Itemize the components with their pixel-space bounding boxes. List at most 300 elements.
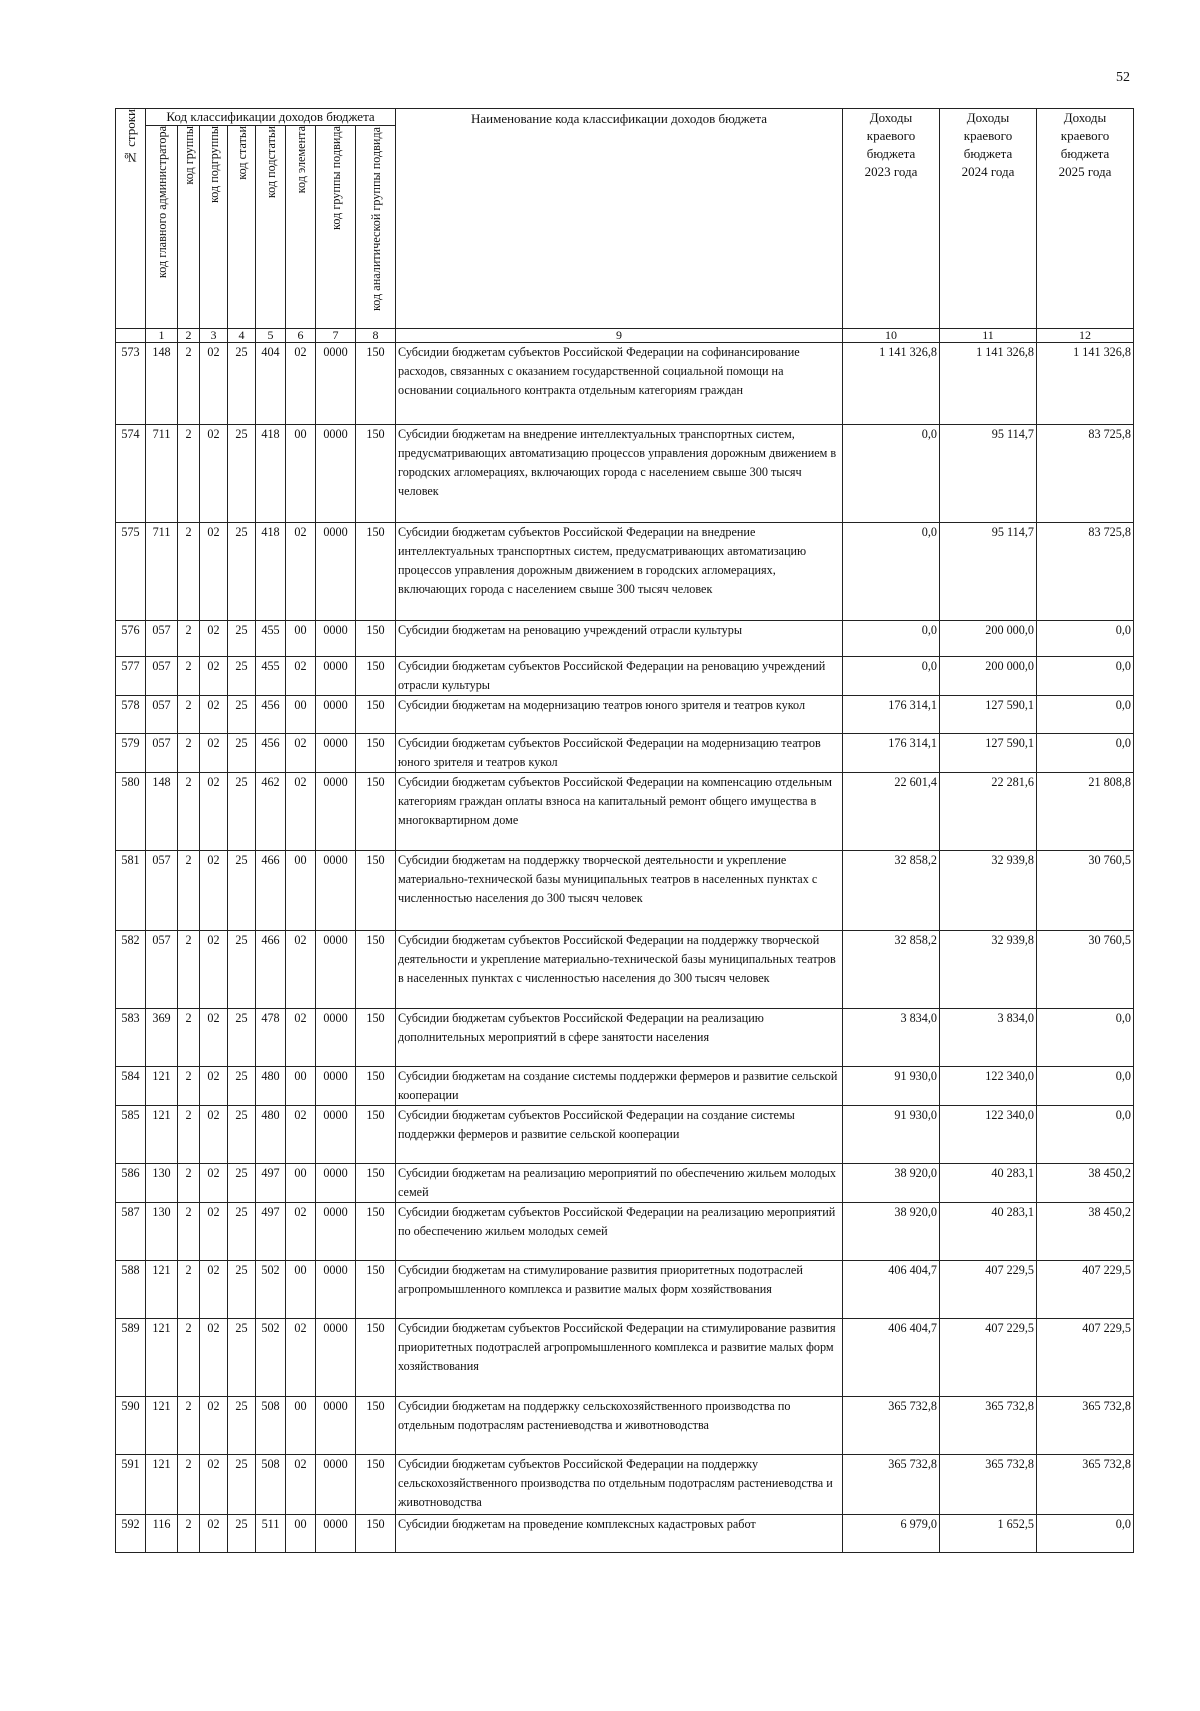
subtype-group-code: 0000	[316, 621, 356, 657]
table-row	[116, 1203, 1134, 1261]
subarticle-code: 502	[256, 1261, 286, 1319]
row-number: 584	[116, 1067, 146, 1106]
header-element-code: код элемента	[286, 126, 316, 329]
analytic-group-code: 150	[356, 734, 396, 773]
admin-code: 057	[146, 657, 178, 696]
article-code: 25	[228, 1203, 256, 1261]
amount-2024: 22 281,6	[940, 773, 1037, 851]
analytic-group-code: 150	[356, 1106, 396, 1164]
group-code: 2	[178, 1009, 200, 1067]
subtype-group-code: 0000	[316, 773, 356, 851]
subarticle-code: 404	[256, 343, 286, 425]
admin-code: 057	[146, 621, 178, 657]
analytic-group-code: 150	[356, 621, 396, 657]
column-number	[116, 329, 146, 343]
admin-code: 130	[146, 1164, 178, 1203]
column-number: 6	[286, 329, 316, 343]
table-row	[116, 1319, 1134, 1397]
amount-2024: 127 590,1	[940, 696, 1037, 734]
subtype-group-code: 0000	[316, 1106, 356, 1164]
row-number: 575	[116, 523, 146, 621]
subtype-group-code: 0000	[316, 851, 356, 931]
article-code: 25	[228, 523, 256, 621]
subgroup-code: 02	[200, 657, 228, 696]
subgroup-code: 02	[200, 1009, 228, 1067]
amount-2024: 407 229,5	[940, 1261, 1037, 1319]
analytic-group-code: 150	[356, 931, 396, 1009]
row-number: 573	[116, 343, 146, 425]
subtype-group-code: 0000	[316, 1319, 356, 1397]
table-row	[116, 621, 1134, 657]
amount-2023: 406 404,7	[843, 1319, 940, 1397]
subtype-group-code: 0000	[316, 1261, 356, 1319]
header-article-code: код статьи	[228, 126, 256, 329]
analytic-group-code: 150	[356, 657, 396, 696]
column-number: 4	[228, 329, 256, 343]
row-number: 579	[116, 734, 146, 773]
amount-2023: 1 141 326,8	[843, 343, 940, 425]
analytic-group-code: 150	[356, 1067, 396, 1106]
row-number: 581	[116, 851, 146, 931]
subgroup-code: 02	[200, 931, 228, 1009]
revenue-name: Субсидии бюджетам на проведение комплексных кадастровых работ	[396, 1515, 843, 1553]
column-number: 3	[200, 329, 228, 343]
element-code: 02	[286, 1009, 316, 1067]
group-code: 2	[178, 696, 200, 734]
analytic-group-code: 150	[356, 1397, 396, 1455]
amount-2023: 22 601,4	[843, 773, 940, 851]
table-row	[116, 1455, 1134, 1515]
group-code: 2	[178, 931, 200, 1009]
analytic-group-code: 150	[356, 523, 396, 621]
row-number: 578	[116, 696, 146, 734]
element-code: 00	[286, 1397, 316, 1455]
analytic-group-code: 150	[356, 343, 396, 425]
group-code: 2	[178, 1203, 200, 1261]
row-number: 577	[116, 657, 146, 696]
column-number: 7	[316, 329, 356, 343]
amount-2023: 365 732,8	[843, 1397, 940, 1455]
amount-2023: 176 314,1	[843, 696, 940, 734]
amount-2025: 30 760,5	[1037, 851, 1134, 931]
element-code: 00	[286, 425, 316, 523]
table-row	[116, 773, 1134, 851]
group-code: 2	[178, 1515, 200, 1553]
header-admin-code: код главного администратора	[146, 126, 178, 329]
group-code: 2	[178, 1397, 200, 1455]
amount-2023: 38 920,0	[843, 1203, 940, 1261]
amount-2023: 32 858,2	[843, 851, 940, 931]
subarticle-code: 508	[256, 1455, 286, 1515]
header-subtype-group-code: код группы подвида	[316, 126, 356, 329]
article-code: 25	[228, 1455, 256, 1515]
amount-2024: 122 340,0	[940, 1106, 1037, 1164]
element-code: 00	[286, 1261, 316, 1319]
revenue-name: Субсидии бюджетам субъектов Российской Федерации на реновацию учреждений отрасли культуры	[396, 657, 843, 696]
subgroup-code: 02	[200, 696, 228, 734]
analytic-group-code: 150	[356, 1164, 396, 1203]
article-code: 25	[228, 696, 256, 734]
row-number: 587	[116, 1203, 146, 1261]
article-code: 25	[228, 1009, 256, 1067]
revenue-name: Субсидии бюджетам на реновацию учреждений отрасли культуры	[396, 621, 843, 657]
amount-2025: 83 725,8	[1037, 425, 1134, 523]
analytic-group-code: 150	[356, 696, 396, 734]
amount-2025: 0,0	[1037, 1009, 1134, 1067]
element-code: 02	[286, 1106, 316, 1164]
column-number: 5	[256, 329, 286, 343]
admin-code: 057	[146, 931, 178, 1009]
element-code: 02	[286, 1319, 316, 1397]
amount-2023: 176 314,1	[843, 734, 940, 773]
analytic-group-code: 150	[356, 1319, 396, 1397]
article-code: 25	[228, 734, 256, 773]
row-number: 580	[116, 773, 146, 851]
subgroup-code: 02	[200, 773, 228, 851]
header-subgroup-code: код подгруппы	[200, 126, 228, 329]
revenue-name: Субсидии бюджетам субъектов Российской Федерации на реализацию дополнительных мероприятий в сфере занятости населения	[396, 1009, 843, 1067]
amount-2025: 83 725,8	[1037, 523, 1134, 621]
subgroup-code: 02	[200, 851, 228, 931]
analytic-group-code: 150	[356, 1203, 396, 1261]
revenue-name: Субсидии бюджетам субъектов Российской Федерации на поддержку сельскохозяйственного производства по отдельным подотраслям растениеводства и животноводства	[396, 1455, 843, 1515]
revenue-name: Субсидии бюджетам на реализацию мероприятий по обеспечению жильем молодых семей	[396, 1164, 843, 1203]
column-number: 2	[178, 329, 200, 343]
subgroup-code: 02	[200, 425, 228, 523]
article-code: 25	[228, 343, 256, 425]
subgroup-code: 02	[200, 1106, 228, 1164]
analytic-group-code: 150	[356, 425, 396, 523]
subgroup-code: 02	[200, 1319, 228, 1397]
admin-code: 121	[146, 1319, 178, 1397]
element-code: 02	[286, 1203, 316, 1261]
amount-2023: 406 404,7	[843, 1261, 940, 1319]
header-year-2023: Доходы краевого бюджета 2023 года	[843, 109, 940, 329]
amount-2024: 407 229,5	[940, 1319, 1037, 1397]
subarticle-code: 478	[256, 1009, 286, 1067]
amount-2023: 0,0	[843, 523, 940, 621]
admin-code: 121	[146, 1261, 178, 1319]
group-code: 2	[178, 523, 200, 621]
element-code: 02	[286, 773, 316, 851]
row-number: 586	[116, 1164, 146, 1203]
amount-2023: 6 979,0	[843, 1515, 940, 1553]
element-code: 02	[286, 343, 316, 425]
subgroup-code: 02	[200, 734, 228, 773]
amount-2025: 407 229,5	[1037, 1319, 1134, 1397]
element-code: 02	[286, 734, 316, 773]
row-number: 585	[116, 1106, 146, 1164]
header-code-group: Код классификации доходов бюджета	[146, 109, 396, 126]
row-number: 583	[116, 1009, 146, 1067]
row-number: 592	[116, 1515, 146, 1553]
article-code: 25	[228, 773, 256, 851]
element-code: 00	[286, 1515, 316, 1553]
group-code: 2	[178, 1106, 200, 1164]
group-code: 2	[178, 773, 200, 851]
element-code: 00	[286, 621, 316, 657]
amount-2025: 365 732,8	[1037, 1455, 1134, 1515]
row-number: 589	[116, 1319, 146, 1397]
table-row	[116, 657, 1134, 696]
table-row	[116, 523, 1134, 621]
subarticle-code: 480	[256, 1106, 286, 1164]
subgroup-code: 02	[200, 1261, 228, 1319]
element-code: 00	[286, 1164, 316, 1203]
amount-2025: 21 808,8	[1037, 773, 1134, 851]
amount-2025: 0,0	[1037, 696, 1134, 734]
amount-2023: 38 920,0	[843, 1164, 940, 1203]
amount-2025: 0,0	[1037, 621, 1134, 657]
analytic-group-code: 150	[356, 1261, 396, 1319]
subtype-group-code: 0000	[316, 734, 356, 773]
revenue-name: Субсидии бюджетам на модернизацию театров юного зрителя и театров кукол	[396, 696, 843, 734]
row-number: 588	[116, 1261, 146, 1319]
amount-2024: 40 283,1	[940, 1203, 1037, 1261]
column-number: 9	[396, 329, 843, 343]
article-code: 25	[228, 931, 256, 1009]
subtype-group-code: 0000	[316, 1397, 356, 1455]
element-code: 02	[286, 1455, 316, 1515]
column-number: 10	[843, 329, 940, 343]
subtype-group-code: 0000	[316, 1455, 356, 1515]
amount-2024: 122 340,0	[940, 1067, 1037, 1106]
column-number: 11	[940, 329, 1037, 343]
amount-2024: 365 732,8	[940, 1397, 1037, 1455]
subgroup-code: 02	[200, 343, 228, 425]
amount-2025: 0,0	[1037, 1067, 1134, 1106]
admin-code: 121	[146, 1455, 178, 1515]
subtype-group-code: 0000	[316, 1203, 356, 1261]
article-code: 25	[228, 425, 256, 523]
group-code: 2	[178, 343, 200, 425]
row-number: 590	[116, 1397, 146, 1455]
subarticle-code: 456	[256, 696, 286, 734]
revenue-name: Субсидии бюджетам субъектов Российской Федерации на софинансирование расходов, связанных с оказанием государственной социальной помощи на основании социального контракта отдельным категориям граждан	[396, 343, 843, 425]
table-body	[116, 343, 1134, 1553]
revenue-name: Субсидии бюджетам на создание системы поддержки фермеров и развитие сельской кооперации	[396, 1067, 843, 1106]
table-row	[116, 1106, 1134, 1164]
analytic-group-code: 150	[356, 1009, 396, 1067]
group-code: 2	[178, 851, 200, 931]
group-code: 2	[178, 1455, 200, 1515]
column-number: 1	[146, 329, 178, 343]
amount-2023: 3 834,0	[843, 1009, 940, 1067]
table-row	[116, 696, 1134, 734]
article-code: 25	[228, 1397, 256, 1455]
column-number: 8	[356, 329, 396, 343]
subtype-group-code: 0000	[316, 931, 356, 1009]
subtype-group-code: 0000	[316, 1067, 356, 1106]
subgroup-code: 02	[200, 1164, 228, 1203]
revenue-name: Субсидии бюджетам субъектов Российской Федерации на внедрение интеллектуальных транспортных систем, предусматривающих автоматизацию процессов управления дорожным движением в городских агломерациях, включающих города с населением свыше 300 тысяч человек	[396, 523, 843, 621]
subgroup-code: 02	[200, 1455, 228, 1515]
group-code: 2	[178, 1164, 200, 1203]
table-row	[116, 1067, 1134, 1106]
revenue-name: Субсидии бюджетам субъектов Российской Федерации на реализацию мероприятий по обеспечению жильем молодых семей	[396, 1203, 843, 1261]
subgroup-code: 02	[200, 1515, 228, 1553]
amount-2025: 0,0	[1037, 734, 1134, 773]
amount-2023: 91 930,0	[843, 1106, 940, 1164]
revenue-name: Субсидии бюджетам на поддержку творческой деятельности и укрепление материально-технической базы муниципальных театров в населенных пунктах с численностью населения до 300 тысяч человек	[396, 851, 843, 931]
subarticle-code: 497	[256, 1203, 286, 1261]
header-subarticle-code: код подстатьи	[256, 126, 286, 329]
amount-2025: 38 450,2	[1037, 1164, 1134, 1203]
table-row	[116, 734, 1134, 773]
amount-2025: 365 732,8	[1037, 1397, 1134, 1455]
header-name: Наименование кода классификации доходов бюджета	[396, 109, 843, 329]
amount-2023: 365 732,8	[843, 1455, 940, 1515]
table-row	[116, 1009, 1134, 1067]
revenue-name: Субсидии бюджетам на внедрение интеллектуальных транспортных систем, предусматривающих автоматизацию процессов управления дорожным движением в городских агломерациях, включающих города с населением свыше 300 тысяч человек	[396, 425, 843, 523]
admin-code: 148	[146, 773, 178, 851]
subtype-group-code: 0000	[316, 523, 356, 621]
element-code: 00	[286, 696, 316, 734]
column-number: 12	[1037, 329, 1134, 343]
subtype-group-code: 0000	[316, 696, 356, 734]
amount-2024: 1 652,5	[940, 1515, 1037, 1553]
revenue-name: Субсидии бюджетам субъектов Российской Федерации на компенсацию отдельным категориям граждан оплаты взноса на капитальный ремонт общего имущества в многоквартирном доме	[396, 773, 843, 851]
subgroup-code: 02	[200, 523, 228, 621]
revenue-name: Субсидии бюджетам субъектов Российской Федерации на модернизацию театров юного зрителя и театров кукол	[396, 734, 843, 773]
row-number: 591	[116, 1455, 146, 1515]
amount-2024: 40 283,1	[940, 1164, 1037, 1203]
element-code: 00	[286, 851, 316, 931]
subarticle-code: 455	[256, 657, 286, 696]
table-row	[116, 1515, 1134, 1553]
admin-code: 121	[146, 1106, 178, 1164]
amount-2025: 0,0	[1037, 1106, 1134, 1164]
subarticle-code: 511	[256, 1515, 286, 1553]
revenue-name: Субсидии бюджетам субъектов Российской Федерации на стимулирование развития приоритетных подотраслей агропромышленного комплекса и развитие малых форм хозяйствования	[396, 1319, 843, 1397]
admin-code: 121	[146, 1397, 178, 1455]
subarticle-code: 508	[256, 1397, 286, 1455]
amount-2024: 95 114,7	[940, 425, 1037, 523]
amount-2025: 0,0	[1037, 657, 1134, 696]
analytic-group-code: 150	[356, 1455, 396, 1515]
amount-2024: 127 590,1	[940, 734, 1037, 773]
amount-2023: 0,0	[843, 425, 940, 523]
table-row	[116, 425, 1134, 523]
subarticle-code: 466	[256, 931, 286, 1009]
amount-2023: 91 930,0	[843, 1067, 940, 1106]
amount-2023: 0,0	[843, 621, 940, 657]
subarticle-code: 480	[256, 1067, 286, 1106]
element-code: 02	[286, 657, 316, 696]
article-code: 25	[228, 1319, 256, 1397]
group-code: 2	[178, 1319, 200, 1397]
article-code: 25	[228, 851, 256, 931]
amount-2024: 200 000,0	[940, 657, 1037, 696]
element-code: 00	[286, 1067, 316, 1106]
element-code: 02	[286, 931, 316, 1009]
header-analytic-group-code: код аналитической группы подвида	[356, 126, 396, 329]
subarticle-code: 418	[256, 523, 286, 621]
revenue-table	[115, 108, 1134, 1553]
group-code: 2	[178, 425, 200, 523]
article-code: 25	[228, 621, 256, 657]
amount-2024: 3 834,0	[940, 1009, 1037, 1067]
amount-2025: 38 450,2	[1037, 1203, 1134, 1261]
header-row-number: № строки	[116, 109, 146, 329]
row-number: 582	[116, 931, 146, 1009]
subarticle-code: 497	[256, 1164, 286, 1203]
amount-2024: 95 114,7	[940, 523, 1037, 621]
subarticle-code: 502	[256, 1319, 286, 1397]
admin-code: 130	[146, 1203, 178, 1261]
admin-code: 116	[146, 1515, 178, 1553]
article-code: 25	[228, 1067, 256, 1106]
article-code: 25	[228, 1106, 256, 1164]
analytic-group-code: 150	[356, 773, 396, 851]
admin-code: 711	[146, 523, 178, 621]
column-numbers-row	[116, 329, 1134, 343]
amount-2024: 32 939,8	[940, 931, 1037, 1009]
table-row	[116, 851, 1134, 931]
revenue-name: Субсидии бюджетам субъектов Российской Федерации на создание системы поддержки фермеров и развитие сельской кооперации	[396, 1106, 843, 1164]
revenue-name: Субсидии бюджетам на поддержку сельскохозяйственного производства по отдельным подотраслям растениеводства и животноводства	[396, 1397, 843, 1455]
admin-code: 369	[146, 1009, 178, 1067]
group-code: 2	[178, 1067, 200, 1106]
subtype-group-code: 0000	[316, 343, 356, 425]
subtype-group-code: 0000	[316, 657, 356, 696]
table-row	[116, 1164, 1134, 1203]
amount-2024: 1 141 326,8	[940, 343, 1037, 425]
header-year-2024: Доходы краевого бюджета 2024 года	[940, 109, 1037, 329]
table-row	[116, 931, 1134, 1009]
admin-code: 121	[146, 1067, 178, 1106]
subtype-group-code: 0000	[316, 1009, 356, 1067]
revenue-name: Субсидии бюджетам на стимулирование развития приоритетных подотраслей агропромышленного комплекса и развитие малых форм хозяйствования	[396, 1261, 843, 1319]
amount-2023: 32 858,2	[843, 931, 940, 1009]
admin-code: 057	[146, 696, 178, 734]
amount-2025: 30 760,5	[1037, 931, 1134, 1009]
group-code: 2	[178, 1261, 200, 1319]
analytic-group-code: 150	[356, 1515, 396, 1553]
article-code: 25	[228, 1261, 256, 1319]
row-number: 574	[116, 425, 146, 523]
subgroup-code: 02	[200, 621, 228, 657]
analytic-group-code: 150	[356, 851, 396, 931]
subarticle-code: 418	[256, 425, 286, 523]
row-number: 576	[116, 621, 146, 657]
subgroup-code: 02	[200, 1203, 228, 1261]
subtype-group-code: 0000	[316, 1164, 356, 1203]
admin-code: 148	[146, 343, 178, 425]
table-row	[116, 343, 1134, 425]
page-number: 52	[1116, 70, 1130, 85]
table-header	[116, 109, 1134, 343]
subarticle-code: 462	[256, 773, 286, 851]
amount-2025: 1 141 326,8	[1037, 343, 1134, 425]
subarticle-code: 456	[256, 734, 286, 773]
subgroup-code: 02	[200, 1397, 228, 1455]
subarticle-code: 466	[256, 851, 286, 931]
admin-code: 057	[146, 734, 178, 773]
header-group-code: код группы	[178, 126, 200, 329]
article-code: 25	[228, 1515, 256, 1553]
amount-2023: 0,0	[843, 657, 940, 696]
subtype-group-code: 0000	[316, 1515, 356, 1553]
revenue-name: Субсидии бюджетам субъектов Российской Федерации на поддержку творческой деятельности и укрепление материально-технической базы муниципальных театров в населенных пунктах с численностью населения до 300 тысяч человек	[396, 931, 843, 1009]
article-code: 25	[228, 1164, 256, 1203]
amount-2024: 32 939,8	[940, 851, 1037, 931]
amount-2024: 365 732,8	[940, 1455, 1037, 1515]
amount-2025: 407 229,5	[1037, 1261, 1134, 1319]
group-code: 2	[178, 734, 200, 773]
amount-2025: 0,0	[1037, 1515, 1134, 1553]
subgroup-code: 02	[200, 1067, 228, 1106]
